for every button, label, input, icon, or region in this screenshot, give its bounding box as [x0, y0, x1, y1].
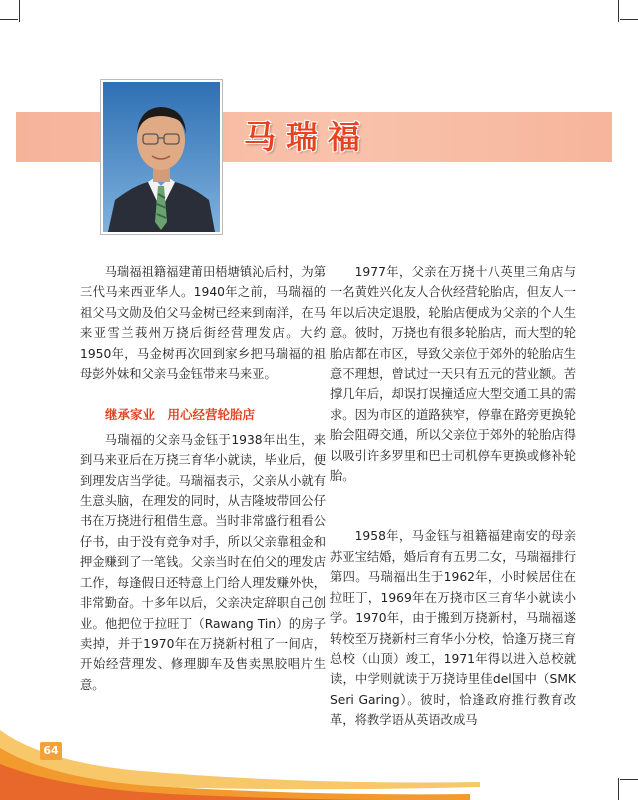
section-subheading: 继承家业 用心经营轮胎店: [105, 407, 256, 423]
crop-mark: [618, 778, 619, 800]
crop-mark: [19, 0, 20, 22]
left-column: [80, 262, 326, 695]
page-number: 64: [40, 742, 62, 760]
decorative-swoosh: [0, 690, 500, 800]
right-paragraph-2: 1958年，马金钰与祖籍福建南安的母亲苏亚宝结婚，婚后育有五男二女，马瑞福排行第四。马瑞福出生于1962年，小时候居住在拉旺丁，1969年在万挠市区三育华小就读小学。1970年，由于搬到万挠新村，马瑞福遂转校至万挠新村三育华小分校，恰逢万挠三育总校（山顶）竣工，1971年得以进入总校就读，中学则就读于万挠诗里佳del国中（SMK Seri Garing）。彼时，恰逢政府推行教育改革，将教学语从英语改成马: [330, 529, 576, 728]
right-paragraph-1: 1977年，父亲在万挠十八英里三角店与一名黄姓兴化友人合伙经营轮胎店，但友人一年以后决定退股，轮胎店便成为父亲的个人生意。彼时，万挠也有很多轮胎店，而大型的轮胎店都在市区，导致父亲位于郊外的轮胎店生意不理想，曾试过一天只有五元的营业额。苦撑几年后，却误打误撞适应大型交通工具的需求。因为市区的道路狭窄，停靠在路旁更换轮胎会阻碍交通，所以父亲位于郊外的轮胎店得以吸引许多罗里和巴士司机停车更换或修补轮胎。: [330, 265, 576, 484]
left-paragraph-1: 马瑞福祖籍福建莆田梧塘镇沁后村，为第三代马来西亚华人。1940年之前，马瑞福的祖父马文勋及伯父马金树已经来到南洋，在马来亚雪兰莪州万挠后街经营理发店。大约1950年，马金树再次回到家乡把马瑞福的祖母彭外妹和父亲马金钰带来马来亚。: [80, 265, 326, 382]
crop-mark: [620, 779, 638, 780]
left-paragraph-2: 马瑞福的父亲马金钰于1938年出生，来到马来亚后在万挠三育华小就读，毕业后，便到理发店当学徒。马瑞福表示，父亲从小就有生意头脑，在理发的同时，从吉隆坡带回公仔书在万挠进行租借生意。当时非常盛行租看公仔书，由于没有竞争对手，所以父亲靠租金和押金赚到了一笔钱。父亲当时在伯父的理发店工作，每逢假日还特意上门给人理发赚外快，非常勤奋。十多年以后，父亲决定辞职自己创业。他把位于拉旺丁（Rawang Tin）的房子卖掉，并于1970年在万挠新村租了一间店，开始经营理发、修理脚车及售卖黑胶唱片生意。: [80, 432, 326, 692]
page-title: 马瑞福: [244, 118, 371, 156]
crop-mark: [620, 19, 638, 20]
crop-mark: [618, 0, 619, 22]
paragraph-gap: [330, 486, 576, 526]
crop-mark: [0, 19, 18, 20]
portrait-photo: [101, 80, 222, 234]
right-column: [330, 262, 576, 731]
